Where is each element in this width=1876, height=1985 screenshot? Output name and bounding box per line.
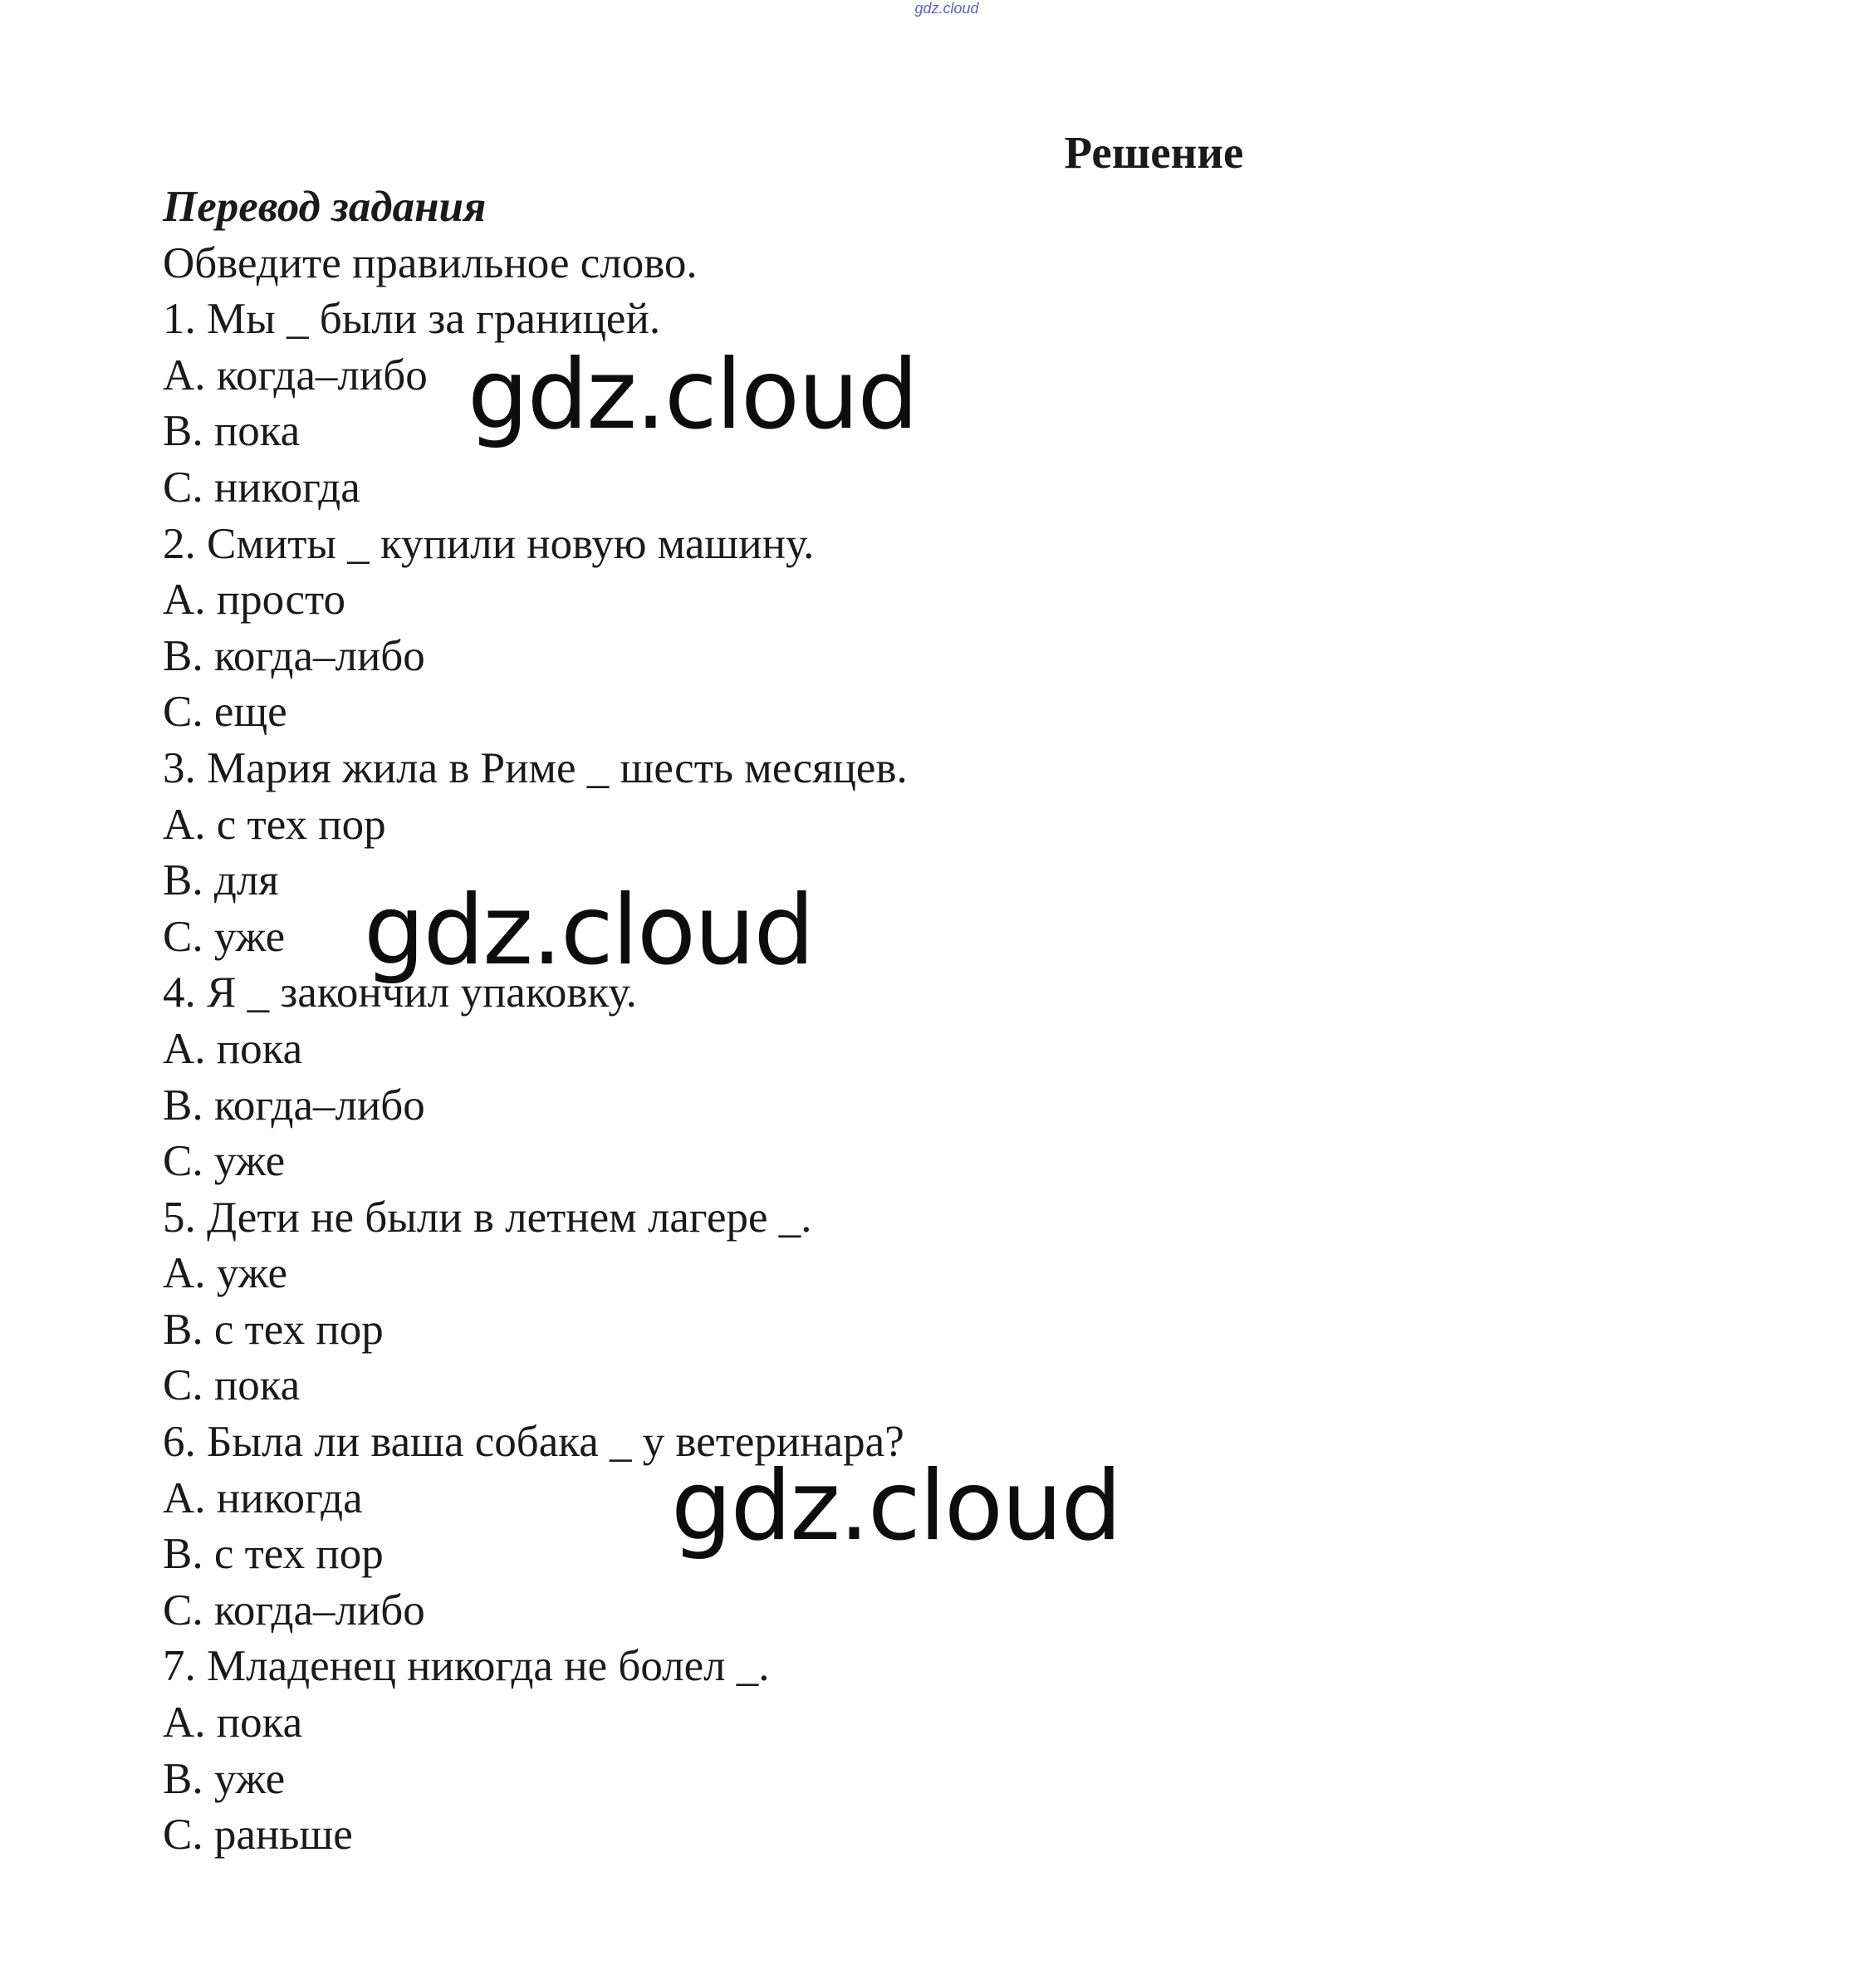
page-title: Решение <box>1064 127 1244 178</box>
question-5: 5. Дети не были в летнем лагере _. <box>163 1193 812 1242</box>
instruction-text: Обведите правильное слово. <box>163 238 698 287</box>
question-2-option-c: C. еще <box>163 688 287 737</box>
question-3-option-c: C. уже <box>163 912 286 961</box>
section-subtitle: Перевод задания <box>163 183 487 231</box>
question-5-option-c: C. пока <box>163 1361 301 1410</box>
question-6: 6. Была ли ваша собака _ у ветеринара? <box>163 1418 904 1467</box>
question-1-option-c: C. никогда <box>163 463 360 512</box>
question-1-option-b: B. пока <box>163 407 301 456</box>
question-2-option-b: B. когда–либо <box>163 631 425 680</box>
question-4-option-b: B. когда–либо <box>163 1081 425 1130</box>
question-6-option-c: C. когда–либо <box>163 1586 425 1635</box>
watermark: gdz.cloud <box>468 339 918 451</box>
question-6-option-b: B. с тех пор <box>163 1530 384 1579</box>
question-6-option-a: A. никогда <box>163 1473 363 1522</box>
question-5-option-a: A. уже <box>163 1249 288 1298</box>
question-2: 2. Смиты _ купили новую машину. <box>163 519 815 568</box>
question-1-option-a: A. когда–либо <box>163 350 428 399</box>
question-2-option-a: A. просто <box>163 576 345 625</box>
question-4-option-c: C. уже <box>163 1137 286 1186</box>
question-3: 3. Мария жила в Риме _ шесть месяцев. <box>163 743 908 792</box>
question-3-option-b: B. для <box>163 856 279 905</box>
question-4: 4. Я _ закончил упаковку. <box>163 968 637 1017</box>
watermark: gdz.cloud <box>364 875 814 987</box>
watermark: gdz.cloud <box>671 1450 1121 1562</box>
header-watermark-text: gdz.cloud <box>914 0 979 17</box>
question-3-option-a: A. с тех пор <box>163 800 386 849</box>
question-5-option-b: B. с тех пор <box>163 1305 384 1354</box>
question-7-option-b: B. уже <box>163 1754 286 1803</box>
question-4-option-a: A. пока <box>163 1024 303 1073</box>
question-7-option-a: A. пока <box>163 1698 303 1747</box>
question-7-option-c: C. раньше <box>163 1811 353 1860</box>
question-7: 7. Младенец никогда не болел _. <box>163 1642 770 1691</box>
question-1: 1. Мы _ были за границей. <box>163 295 661 344</box>
